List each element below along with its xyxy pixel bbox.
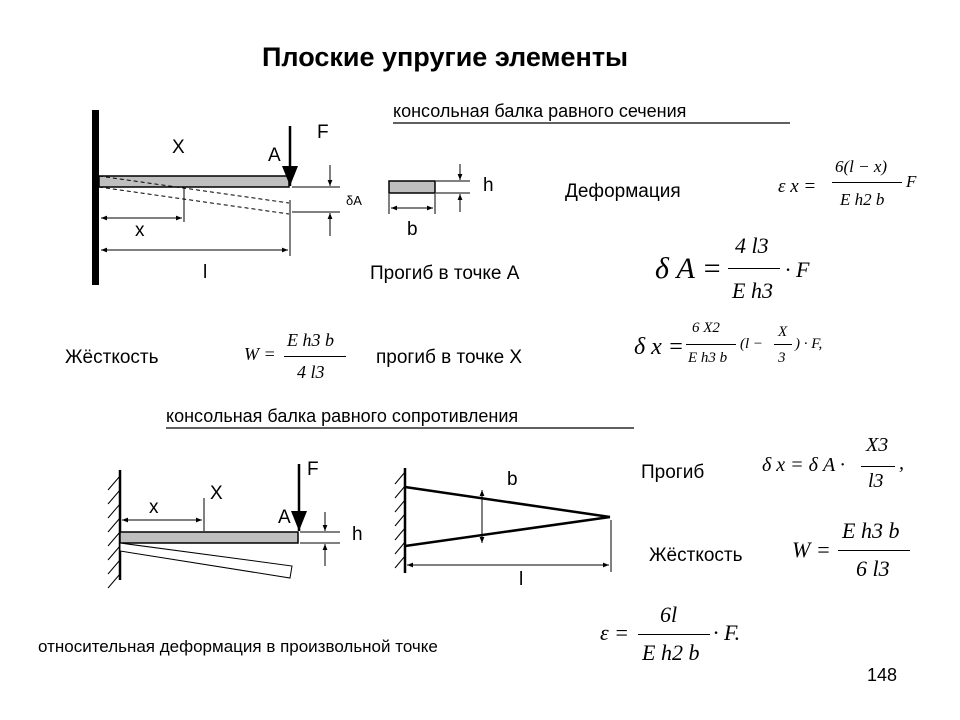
formula-strain2-lhs: ε = [600,620,630,645]
formula-deflA-den: E h3 [732,278,773,303]
heading-uniform-section: консольная балка равного сечения [393,101,687,121]
label-arbitrary-strain: относительная деформация в произвольной точке [38,637,438,656]
page-number: 148 [867,665,898,685]
label-F: F [317,122,329,143]
formula-deflX-den: E h3 b [688,350,728,366]
formula-deflX-num: 6 X2 [692,320,720,336]
formula-stiff2-num: E h3 b [842,518,900,543]
label-stiffness-1: Жёсткость [65,347,159,368]
formula-strain-den: E h2 b [840,190,885,209]
label-l: l [203,262,208,283]
formula-stiff1-lhs: W = [244,344,276,364]
label2-h: h [352,524,363,545]
label-deformation: Деформация [565,181,681,202]
formula-strain-num: 6(l − x) [835,157,888,176]
formula-deflX-num2: X [778,324,788,340]
label-x: x [135,220,145,241]
label2-b: b [507,469,518,490]
formula-stiff1-den: 4 l3 [297,362,325,382]
label2-A: A [278,507,291,528]
formula-deflX-lhs: δ x = [634,334,685,360]
formula-defl2-num: X3 [866,434,889,456]
formula-strain2-rhs: · F. [713,620,741,645]
label-b: b [407,219,418,240]
label2-x: x [149,497,159,518]
formula-strain2-num: 6l [660,602,678,627]
heading-equal-resistance: консольная балка равного сопротивления [166,406,519,426]
label-X: X [172,137,185,158]
formula-deflA-rhs: · F [785,257,810,282]
page-title: Плоские упругие элементы [262,42,629,72]
formula-defl2-rhs: , [899,452,904,474]
formula-deflX-rhs: ) · F, [795,336,823,352]
label-deflection-X: прогиб в точке X [376,347,523,368]
formula-strain-rhs: F [906,172,917,191]
label-stiffness-2: Жёсткость [649,545,743,566]
label2-F: F [307,459,319,480]
label-deltaA: δA [346,193,362,208]
formula-deflA-num: 4 l3 [735,233,769,258]
label2-l: l [519,569,524,590]
label-A: A [268,145,281,166]
label-h: h [483,175,494,196]
formula-deflA-lhs: δ A = [655,252,722,285]
formula-stiff2-lhs: W = [792,537,831,562]
formula-deflX-mid: (l − [740,336,764,352]
label2-X: X [210,483,223,504]
fraction-bar [861,466,895,467]
formula-stiff2-den: 6 l3 [856,556,890,581]
formula-deflX-den2: 3 [778,350,786,366]
label-deflection-2: Прогиб [641,462,705,483]
label-deflection-A: Прогиб в точке A [370,263,520,284]
formula-defl2-lhs: δ x = δ A · [762,454,845,476]
fraction-bar [838,550,910,551]
formula-strain-lhs: ε x = [778,176,817,197]
formula-strain2-den: E h2 b [642,640,700,665]
formula-stiff1-num: E h3 b [287,330,334,350]
formula-defl2-den: l3 [868,470,884,492]
fraction-bar [638,634,710,635]
